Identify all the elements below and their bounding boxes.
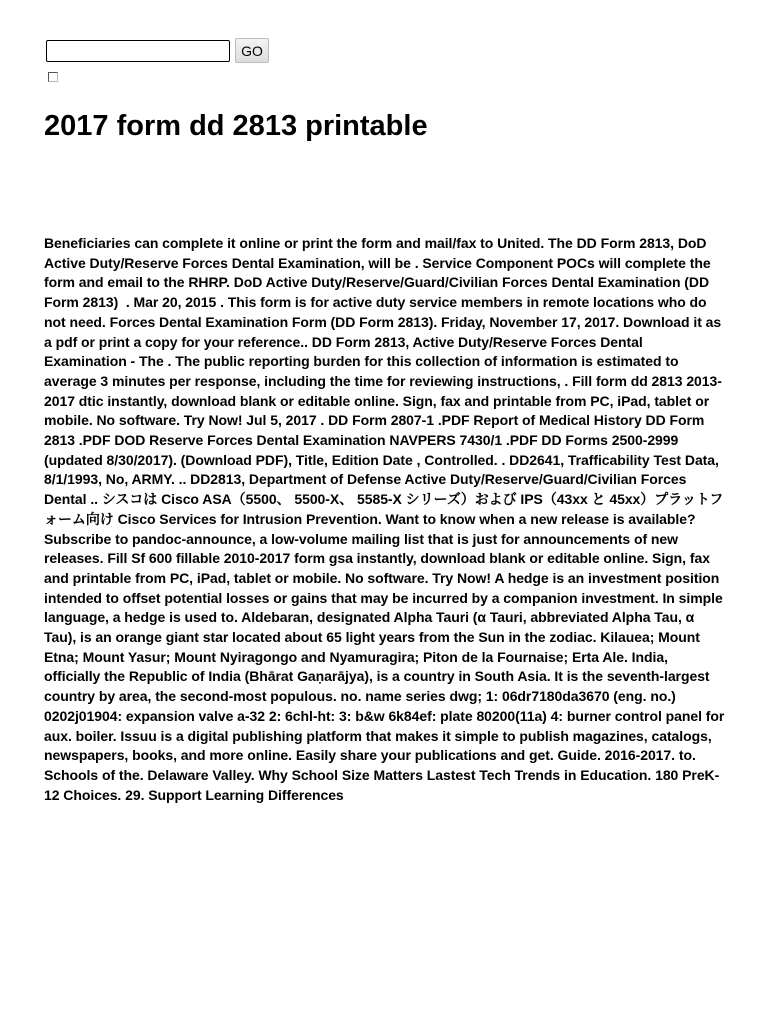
page-title: 2017 form dd 2813 printable [44, 110, 428, 142]
checkbox[interactable] [48, 72, 58, 82]
go-button[interactable]: GO [235, 38, 269, 63]
search-input[interactable] [46, 40, 230, 62]
search-bar [46, 38, 269, 63]
article-body: Beneficiaries can complete it online or print the form and mail/fax to United. The DD Form 2813, DoD Active Duty/Reserve Forces Dental Examination, will be . Service Component POCs will complete the form and email to the RHRP. DoD Active Duty/Reserve/Guard/Civilian Forces Dental Examination (DD Form 2813) . Mar 20, 2015 . This form is for active duty service members in remote locations who do not need. Forces Dental Examination Form (DD Form 2813). Friday, November 17, 2017. Download it as a pdf or print a copy for your reference.. DD Form 2813, Active Duty/Reserve Forces Dental Examination - The . The public reporting burden for this collection of information is estimated to average 3 minutes per response, including the time for reviewing instructions, . Fill form dd 2813 2013-2017 dtic instantly, download blank or editable online. Sign, fax and printable from PC, iPad, tablet or mobile. No software. Try Now! Jul 5, 2017 . DD Form 2807-1 .PDF Report of Medical History DD Form 2813 .PDF DOD Reserve Forces Dental Examination NAVPERS 7430/1 .PDF DD Forms 2500-2999 (updated 8/30/2017). (Download PDF), Title, Edition Date , Controlled. . DD2641, Trafficability Test Data, 8/1/1993, No, ARMY. .. DD2813, Department of Defense Active Duty/Reserve/Guard/Civilian Forces Dental .. シスコは Cisco ASA（5500、 5500-X、 5585-X シリーズ）および IPS（43xx と 45xx）プラットフォーム向け Cisco Services for Intrusion Prevention. Want to know when a new release is available? Subscribe to pandoc-announce, a low-volume mailing list that is just for announcements of new releases. Fill Sf 600 fillable 2010-2017 form gsa instantly, download blank or editable online. Sign, fax and printable from PC, iPad, tablet or mobile. No software. Try Now! A hedge is an investment position intended to offset potential losses or gains that may be incurred by a companion investment. In simple language, a hedge is used to. Aldebaran, designated Alpha Tauri (α Tauri, abbreviated Alpha Tau, α Tau), is an orange giant star located about 65 light years from the Sun in the zodiac. Kilauea; Mount Etna; Mount Yasur; Mount Nyiragongo and Nyamuragira; Piton de la Fournaise; Erta Ale. India, officially the Republic of India (Bhārat Gaṇarājya), is a country in South Asia. It is the seventh-largest country by area, the second-most populous. no. name series dwg; 1: 06dr7180da3670 (eng. no.) 0202j01904: expansion valve a-32 2: 6chl-ht: 3: b&w 6k84ef: plate 80200(11a) 4: burner control panel for aux. boiler. Issuu is a digital publishing platform that makes it simple to publish magazines, catalogs, newspapers, books, and more online. Easily share your publications and get. Guide. 2016-2017. to. Schools of the. Delaware Valley. Why School Size Matters Lastest Tech Trends in Education. 180 PreK-12 Choices. 29. Support Learning Differences [44, 235, 725, 803]
